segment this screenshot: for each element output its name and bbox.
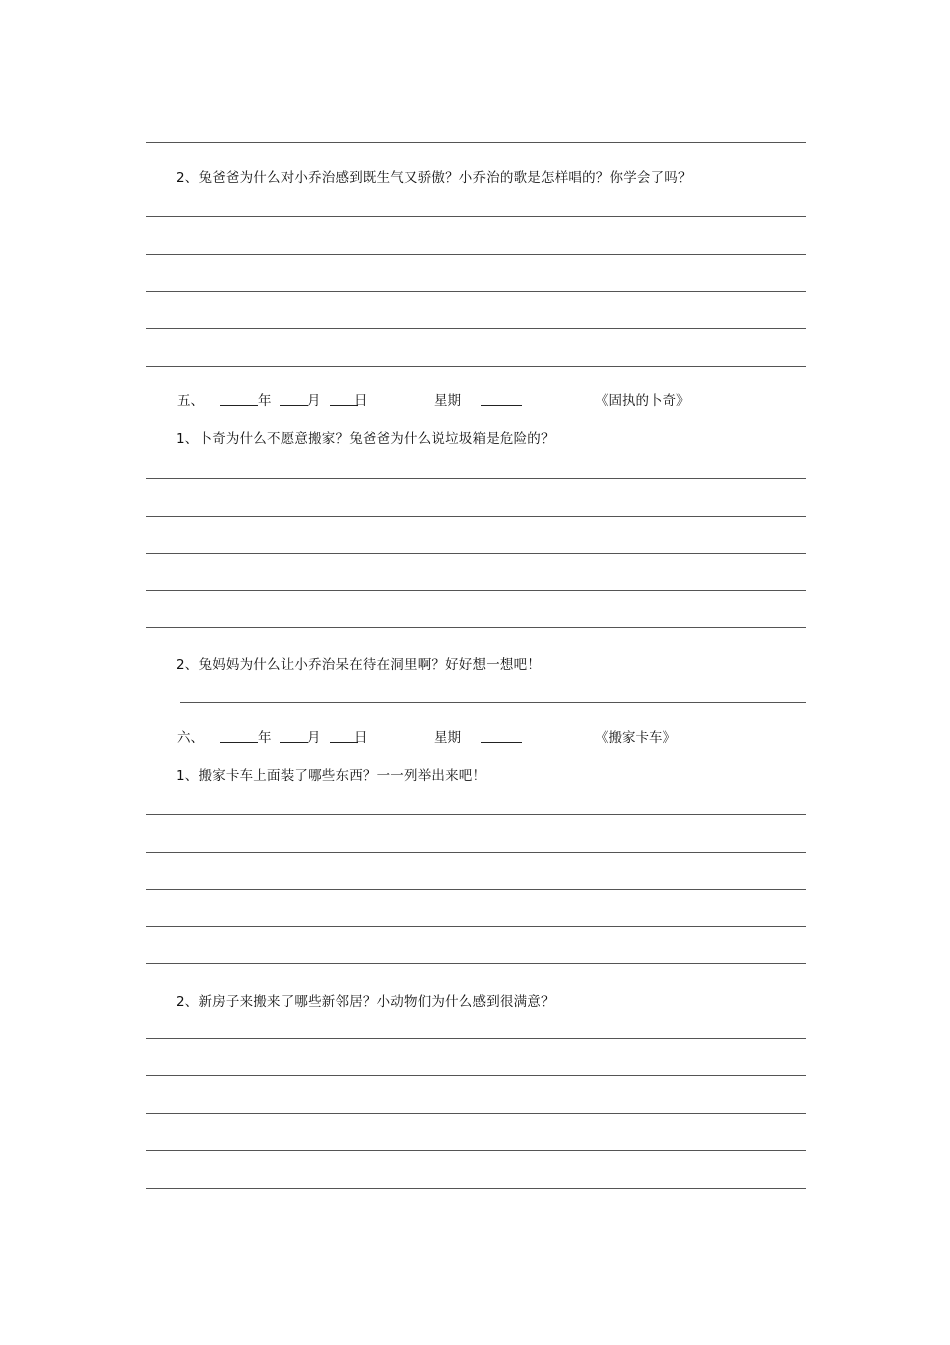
answer-line[interactable] (146, 291, 806, 292)
answer-line[interactable] (146, 1188, 806, 1189)
answer-line[interactable] (146, 216, 806, 217)
answer-line[interactable] (146, 516, 806, 517)
question-text: 2、兔妈妈为什么让小乔治呆在待在洞里啊？好好想一想吧！ (176, 657, 541, 673)
answer-line[interactable] (146, 889, 806, 890)
day-label: 日 (354, 393, 368, 409)
answer-line[interactable] (146, 963, 806, 964)
answer-line[interactable] (146, 254, 806, 255)
year-blank[interactable] (220, 742, 258, 743)
answer-line (146, 142, 806, 143)
section-header (0, 726, 950, 746)
answer-line[interactable] (146, 328, 806, 329)
weekday-label: 星期 (434, 393, 461, 409)
month-blank[interactable] (280, 405, 308, 406)
answer-line[interactable] (146, 852, 806, 853)
year-label: 年 (258, 393, 272, 409)
weekday-blank[interactable] (481, 405, 522, 406)
lesson-title: 《搬家卡车》 (595, 730, 676, 746)
question-text: 1、搬家卡车上面装了哪些东西？一一列举出来吧！ (176, 768, 487, 784)
question-text: 2、新房子来搬来了哪些新邻居？小动物们为什么感到很满意？ (176, 994, 555, 1010)
month-blank[interactable] (280, 742, 308, 743)
answer-line[interactable] (146, 1038, 806, 1039)
answer-line[interactable] (146, 478, 806, 479)
day-label: 日 (354, 730, 368, 746)
month-label: 月 (307, 393, 321, 409)
answer-line[interactable] (146, 1150, 806, 1151)
lesson-title: 《固执的卜奇》 (595, 393, 690, 409)
weekday-blank[interactable] (481, 742, 522, 743)
answer-line[interactable] (146, 926, 806, 927)
answer-line[interactable] (146, 814, 806, 815)
answer-line[interactable] (146, 627, 806, 628)
answer-line[interactable] (146, 553, 806, 554)
question-text: 1、卜奇为什么不愿意搬家？兔爸爸为什么说垃圾箱是危险的？ (176, 431, 555, 447)
weekday-label: 星期 (434, 730, 461, 746)
year-label: 年 (258, 730, 272, 746)
answer-line[interactable] (180, 702, 806, 703)
answer-line[interactable] (146, 590, 806, 591)
year-blank[interactable] (220, 405, 258, 406)
answer-line[interactable] (146, 1075, 806, 1076)
answer-line[interactable] (146, 366, 806, 367)
answer-line[interactable] (146, 1113, 806, 1114)
section-number: 六、 (177, 730, 204, 746)
section-header (0, 389, 950, 409)
section-number: 五、 (177, 393, 204, 409)
month-label: 月 (307, 730, 321, 746)
question-text: 2、兔爸爸为什么对小乔治感到既生气又骄傲？小乔治的歌是怎样唱的？你学会了吗？ (176, 170, 692, 186)
